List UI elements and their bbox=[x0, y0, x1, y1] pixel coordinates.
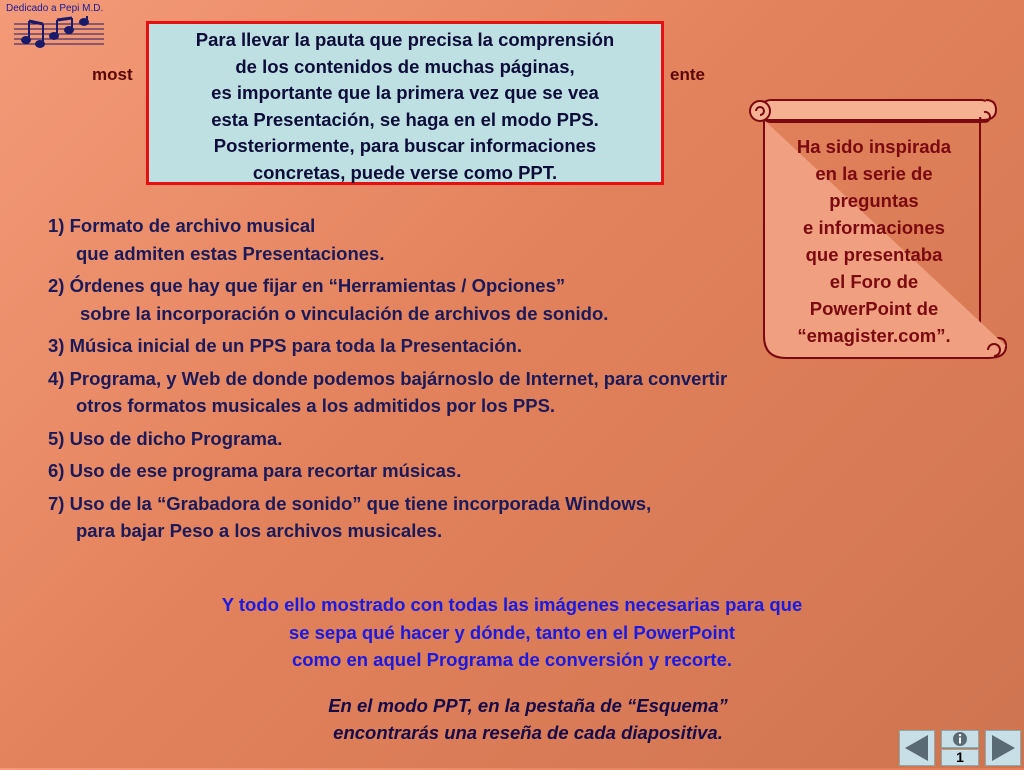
list-item-line: que admiten estas Presentaciones. bbox=[76, 242, 385, 264]
list-item-line: 6) Uso de ese programa para recortar músicas. bbox=[48, 460, 462, 481]
notice-line: Para llevar la pauta que precisa la comprensión bbox=[195, 29, 615, 50]
scroll-line: Ha sido inspirada bbox=[796, 136, 952, 157]
page-number: 1 bbox=[941, 749, 979, 766]
list-item-line: 7) Uso de la “Grabadora de sonido” que tiene incorporada Windows, bbox=[48, 492, 652, 514]
list-item bbox=[48, 490, 727, 545]
list-item bbox=[48, 212, 727, 267]
list-item bbox=[48, 365, 727, 420]
topics-list bbox=[48, 212, 727, 550]
note-line: En el modo PPT, en la pestaña de “Esquema” bbox=[328, 695, 728, 716]
notice-line: de los contenidos de muchas páginas, bbox=[235, 55, 575, 77]
summary-text bbox=[140, 591, 884, 674]
notice-line: concretas, puede verse como PPT. bbox=[252, 161, 558, 183]
info-icon bbox=[952, 731, 968, 747]
notice-line: es importante que la primera vez que se vea bbox=[211, 82, 599, 103]
notice-box bbox=[146, 21, 664, 185]
scroll-line: PowerPoint de bbox=[809, 298, 939, 319]
summary-line: se sepa qué hacer y dónde, tanto en el PowerPoint bbox=[288, 621, 736, 643]
scroll-line: el Foro de bbox=[829, 271, 919, 292]
partial-heading-left: most bbox=[92, 65, 133, 84]
dedication-text: Dedicado a Pepi M.D. bbox=[6, 3, 104, 14]
list-item-line: 4) Programa, y Web de donde podemos bajárnoslo de Internet, para convertir bbox=[48, 367, 728, 389]
scroll-text bbox=[764, 133, 984, 349]
note-line: encontrarás una reseña de cada diapositiva. bbox=[333, 722, 723, 743]
list-item-line: 1) Formato de archivo musical bbox=[48, 215, 316, 236]
next-slide-button[interactable] bbox=[985, 730, 1021, 766]
list-item bbox=[48, 332, 727, 360]
list-item-line: 5) Uso de dicho Programa. bbox=[48, 427, 283, 449]
info-button[interactable] bbox=[941, 730, 979, 748]
notice-line: esta Presentación, se haga en el modo PPS. bbox=[211, 108, 599, 130]
scroll-line: e informaciones bbox=[803, 217, 945, 238]
list-item bbox=[48, 425, 727, 453]
ppt-mode-note bbox=[228, 692, 828, 746]
scroll-line: preguntas bbox=[829, 190, 919, 211]
list-item bbox=[48, 457, 727, 485]
scroll-line: que presentaba bbox=[805, 244, 943, 265]
arrow-right-icon bbox=[986, 731, 1020, 765]
scroll-line: “emagister.com”. bbox=[797, 325, 951, 346]
music-notes-icon bbox=[14, 16, 106, 50]
arrow-left-icon bbox=[900, 731, 934, 765]
scroll-line: en la serie de bbox=[815, 163, 933, 184]
summary-line: Y todo ello mostrado con todas las imágenes necesarias para que bbox=[221, 594, 803, 615]
summary-line: como en aquel Programa de conversión y recorte. bbox=[291, 649, 733, 670]
list-item bbox=[48, 272, 727, 327]
list-item-line: 2) Órdenes que hay que fijar en “Herramientas / Opciones” bbox=[48, 275, 566, 296]
notice-line: Posteriormente, para buscar informaciones bbox=[213, 135, 597, 156]
list-item-line: para bajar Peso a los archivos musicales. bbox=[76, 520, 443, 541]
list-item-line: otros formatos musicales a los admitidos por los PPS. bbox=[76, 395, 556, 416]
list-item-line: sobre la incorporación o vinculación de archivos de sonido. bbox=[80, 302, 609, 324]
list-item-line: 3) Música inicial de un PPS para toda la Presentación. bbox=[48, 335, 522, 356]
partial-heading-right: ente bbox=[670, 65, 705, 84]
prev-slide-button[interactable] bbox=[899, 730, 935, 766]
